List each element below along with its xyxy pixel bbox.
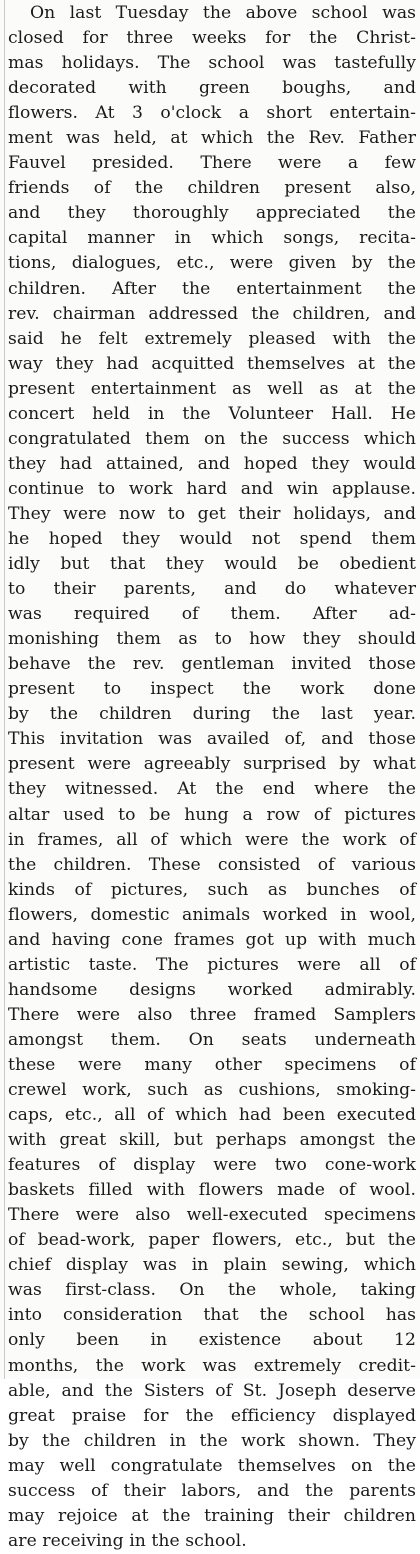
article-line: are receiving in the school. <box>8 1530 247 1551</box>
article-line: rev. chairman addressed the children, and <box>8 303 416 324</box>
article-line: by the children during the last year. <box>8 704 416 725</box>
article-line: artistic taste. The pictures were all of <box>8 954 416 975</box>
article-line: children. After the entertainment the <box>8 278 416 299</box>
article-line: was required of them. After ad- <box>8 604 416 625</box>
article-line: of bead-work, paper flowers, etc., but the <box>8 1230 416 1251</box>
article-line: behave the rev. gentleman invited those <box>8 654 416 675</box>
article-line: may well congratulate themselves on the <box>8 1455 416 1476</box>
article-line: There were also three framed Samplers <box>8 1004 416 1025</box>
article-line: only been in existence about 12 <box>8 1330 416 1351</box>
article-line: decorated with green boughs, and <box>8 78 416 99</box>
article-line: ment was held, at which the Rev. Father <box>8 128 416 149</box>
article-line: mas holidays. The school was tastefully <box>8 53 416 74</box>
article-line: able, and the Sisters of St. Joseph deserve <box>8 1380 416 1401</box>
article-line: On last Tuesday the above school was <box>30 3 416 23</box>
article-line: they witnessed. At the end where the <box>8 779 416 800</box>
article-line: and having cone frames got up with much <box>8 929 416 950</box>
article-line: This invitation was availed of, and those <box>8 729 416 750</box>
article-line: idly but that they would be obedient <box>8 554 416 575</box>
article-line: by the children in the work shown. They <box>8 1430 416 1451</box>
article-line: They were now to get their holidays, and <box>8 503 416 524</box>
article-line: closed for three weeks for the Christ- <box>8 28 416 49</box>
article-line: chief display was in plain sewing, which <box>8 1255 416 1276</box>
article-line: amongst them. On seats underneath <box>8 1029 416 1050</box>
column-rule <box>4 0 5 1379</box>
article-line: Fauvel presided. There were a few <box>8 153 416 174</box>
article-line: to their parents, and do whatever <box>8 579 416 600</box>
article-line: with great skill, but perhaps amongst the <box>8 1130 416 1151</box>
article-line: present entertainment as well as at the <box>8 378 416 399</box>
article-line: present were agreeably surprised by what <box>8 754 416 775</box>
article-line: kinds of pictures, such as bunches of <box>8 879 416 900</box>
article-line: congratulated them on the success which <box>8 428 416 449</box>
article-line: flowers, domestic animals worked in wool, <box>8 904 416 925</box>
article-line: was first-class. On the whole, taking <box>8 1280 416 1301</box>
article-line: There were also well-executed specimens <box>8 1205 416 1226</box>
article-line: flowers. At 3 o'clock a short entertain- <box>8 103 416 124</box>
article-line: present to inspect the work done <box>8 679 416 700</box>
article-line: crewel work, such as cushions, smoking- <box>8 1080 416 1101</box>
article-line: baskets filled with flowers made of wool. <box>8 1180 416 1201</box>
article-line: monishing them as to how they should <box>8 629 416 650</box>
article-line: friends of the children present also, <box>8 178 416 199</box>
article-line: he hoped they would not spend them <box>8 528 416 549</box>
article-line: the children. These consisted of various <box>8 854 416 875</box>
article-line: way they had acquitted themselves at the <box>8 353 416 374</box>
article-line: into consideration that the school has <box>8 1305 416 1326</box>
article-line: and they thoroughly appreciated the <box>8 203 416 224</box>
article-line: capital manner in which songs, recita- <box>8 228 416 249</box>
article-line: may rejoice at the training their children <box>8 1505 416 1526</box>
article-line: success of their labors, and the parents <box>8 1480 416 1501</box>
article-line: continue to work hard and win applause. <box>8 478 416 499</box>
article-line: they had attained, and hoped they would <box>8 453 416 474</box>
article-line: handsome designs worked admirably. <box>8 979 416 1000</box>
article-line: these were many other specimens of <box>8 1054 416 1075</box>
article-line: months, the work was extremely credit- <box>8 1355 416 1376</box>
article-line: features of display were two cone-work <box>8 1155 416 1176</box>
article-column <box>8 1 416 1554</box>
article-line: caps, etc., all of which had been executed <box>8 1105 416 1126</box>
article-line: said he felt extremely pleased with the <box>8 328 416 349</box>
article-line: altar used to be hung a row of pictures <box>8 804 416 825</box>
article-line: great praise for the efficiency displayed <box>8 1405 416 1426</box>
article-line: concert held in the Volunteer Hall. He <box>8 403 416 424</box>
article-line: tions, dialogues, etc., were given by the <box>8 253 416 274</box>
article-line: in frames, all of which were the work of <box>8 829 416 850</box>
